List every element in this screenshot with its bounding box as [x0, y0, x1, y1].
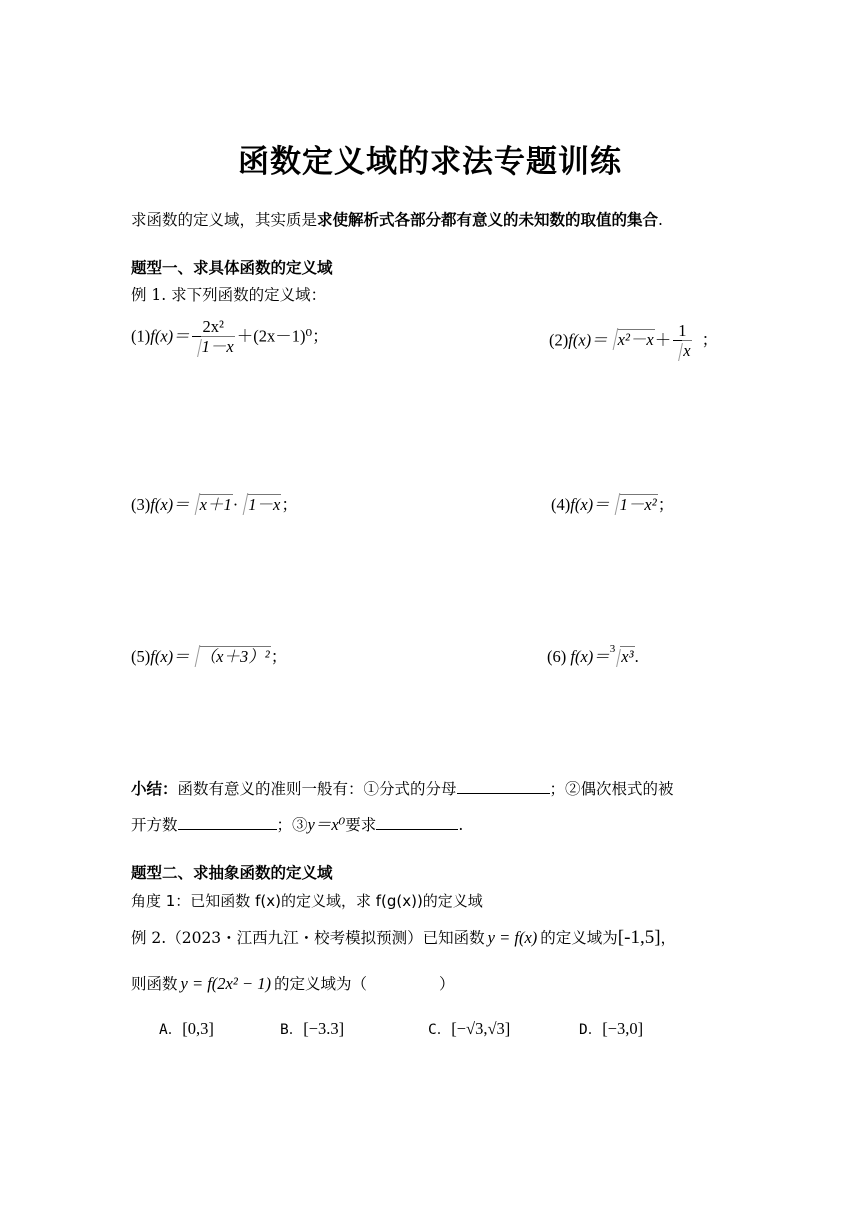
problem-3-radicand-1: x＋1	[199, 495, 232, 514]
example1-label: 例 1. 求下列函数的定义域：	[131, 286, 327, 304]
option-d-value: [−3,0]	[602, 1019, 644, 1038]
example2-line-2	[131, 972, 454, 994]
option-b[interactable]	[280, 1018, 344, 1039]
problem-2-numerator: 1	[673, 322, 691, 341]
section2-heading: 题型二、求抽象函数的定义域	[131, 863, 333, 882]
problem-4-label: (4)	[551, 495, 571, 514]
problem-2-fraction	[673, 322, 691, 361]
summary-line2-text-e: .	[458, 816, 464, 834]
problem-2-plus: ＋	[654, 330, 672, 350]
example2-text-b: 的定义域为	[540, 929, 618, 947]
problem-2-fx: f(x)＝	[568, 330, 608, 350]
option-b-letter: B．	[280, 1022, 304, 1038]
option-d-letter: D．	[579, 1022, 603, 1038]
option-b-value: [−3.3]	[303, 1019, 345, 1038]
blank-radicand[interactable]	[178, 813, 277, 830]
intro-prefix: 求函数的定义域，其实质是	[131, 211, 318, 229]
page-title: 函数定义域的求法专题训练	[238, 144, 622, 180]
problem-6-radicand: x³	[621, 647, 634, 666]
option-d[interactable]	[579, 1018, 643, 1039]
summary-line1-text-b: ；②偶次根式的被	[549, 780, 674, 798]
problem-4-radicand: 1－x²	[619, 495, 657, 514]
intro-paragraph	[131, 208, 663, 230]
example2-composite-function: y = f(2x² − 1)	[180, 974, 271, 993]
problem-5-label: (5)	[131, 647, 151, 666]
problem-2-label: (2)	[549, 330, 569, 350]
problem-3-tail: ；	[281, 495, 298, 514]
problem-3	[131, 491, 298, 515]
summary-line-1	[131, 777, 674, 799]
problem-2-tail: ；	[701, 330, 719, 350]
blank-denominator[interactable]	[457, 777, 550, 794]
problem-6-root-index: 3	[609, 643, 616, 655]
problem-5-fx: f(x)＝	[150, 647, 190, 666]
problem-3-fx: f(x)＝	[150, 495, 190, 514]
problem-6-tail: .	[634, 647, 639, 666]
problem-1-denominator: 1－x	[201, 337, 234, 356]
option-a-letter: A．	[159, 1022, 183, 1038]
problem-6	[547, 643, 639, 667]
intro-emphasis: 求使解析式各部分都有意义的未知数的取值的集合	[317, 210, 659, 229]
intro-suffix: .	[658, 211, 663, 229]
option-c-letter: C．	[428, 1022, 452, 1038]
angle1-label: 角度 1：已知函数 f(x)的定义域，求 f(g(x))的定义域	[131, 892, 483, 910]
problem-3-dot: ·	[232, 495, 239, 514]
problem-3-label: (3)	[131, 495, 151, 514]
problem-2	[549, 322, 718, 361]
summary-line2-text-a: 开方数	[131, 816, 178, 834]
option-a[interactable]	[159, 1018, 214, 1039]
problem-5-tail: ；	[270, 647, 288, 666]
problem-1-fraction	[192, 318, 235, 357]
problem-6-fx: f(x)＝	[570, 647, 610, 666]
problem-1-fx: f(x)＝	[150, 326, 190, 346]
problem-1-label: (1)	[131, 326, 151, 346]
problem-3-radicand-2: 1－x	[248, 495, 281, 514]
problem-2-denominator: x	[683, 341, 691, 360]
example2-line2-text-c: ）	[438, 975, 455, 993]
problem-1-tail: ＋(2x－1)⁰；	[236, 326, 329, 346]
summary-line-2	[131, 811, 463, 835]
blank-x0-requirement[interactable]	[376, 813, 458, 830]
problem-1	[131, 318, 329, 357]
problem-5-radicand: （x＋3）²	[199, 647, 270, 666]
problem-4	[551, 491, 674, 515]
problem-5	[131, 643, 287, 667]
problem-4-fx: f(x)＝	[570, 495, 610, 514]
problem-4-tail: ；	[657, 495, 675, 514]
problem-2-radicand: x²－x	[617, 330, 654, 350]
summary-line2-text-d: 要求	[345, 816, 377, 834]
example2-line2-text-b: 的定义域为（	[273, 975, 367, 993]
summary-x0-expr: y＝x⁰	[307, 815, 346, 834]
summary-line1-text-a: 函数有意义的准则一般有：①分式的分母	[177, 780, 457, 798]
example2-text-a: 例 2.（2023・江西九江・校考模拟预测）已知函数	[131, 929, 485, 947]
problem-6-label: (6)	[547, 647, 571, 666]
example2-text-c: ，	[660, 929, 677, 947]
example2-line-1	[131, 926, 676, 949]
example2-line2-text-a: 则函数	[131, 975, 178, 993]
option-a-value: [0,3]	[182, 1019, 214, 1038]
example2-function: y = f(x)	[487, 928, 538, 947]
example2-domain: [-1,5]	[617, 927, 661, 948]
option-c-value: [−√3,√3]	[451, 1019, 511, 1038]
summary-line2-text-b: ；③	[276, 816, 308, 834]
option-c[interactable]	[428, 1018, 510, 1039]
summary-label: 小结：	[131, 779, 178, 798]
section1-heading: 题型一、求具体函数的定义域	[131, 258, 333, 277]
problem-1-numerator: 2x²	[192, 318, 235, 337]
